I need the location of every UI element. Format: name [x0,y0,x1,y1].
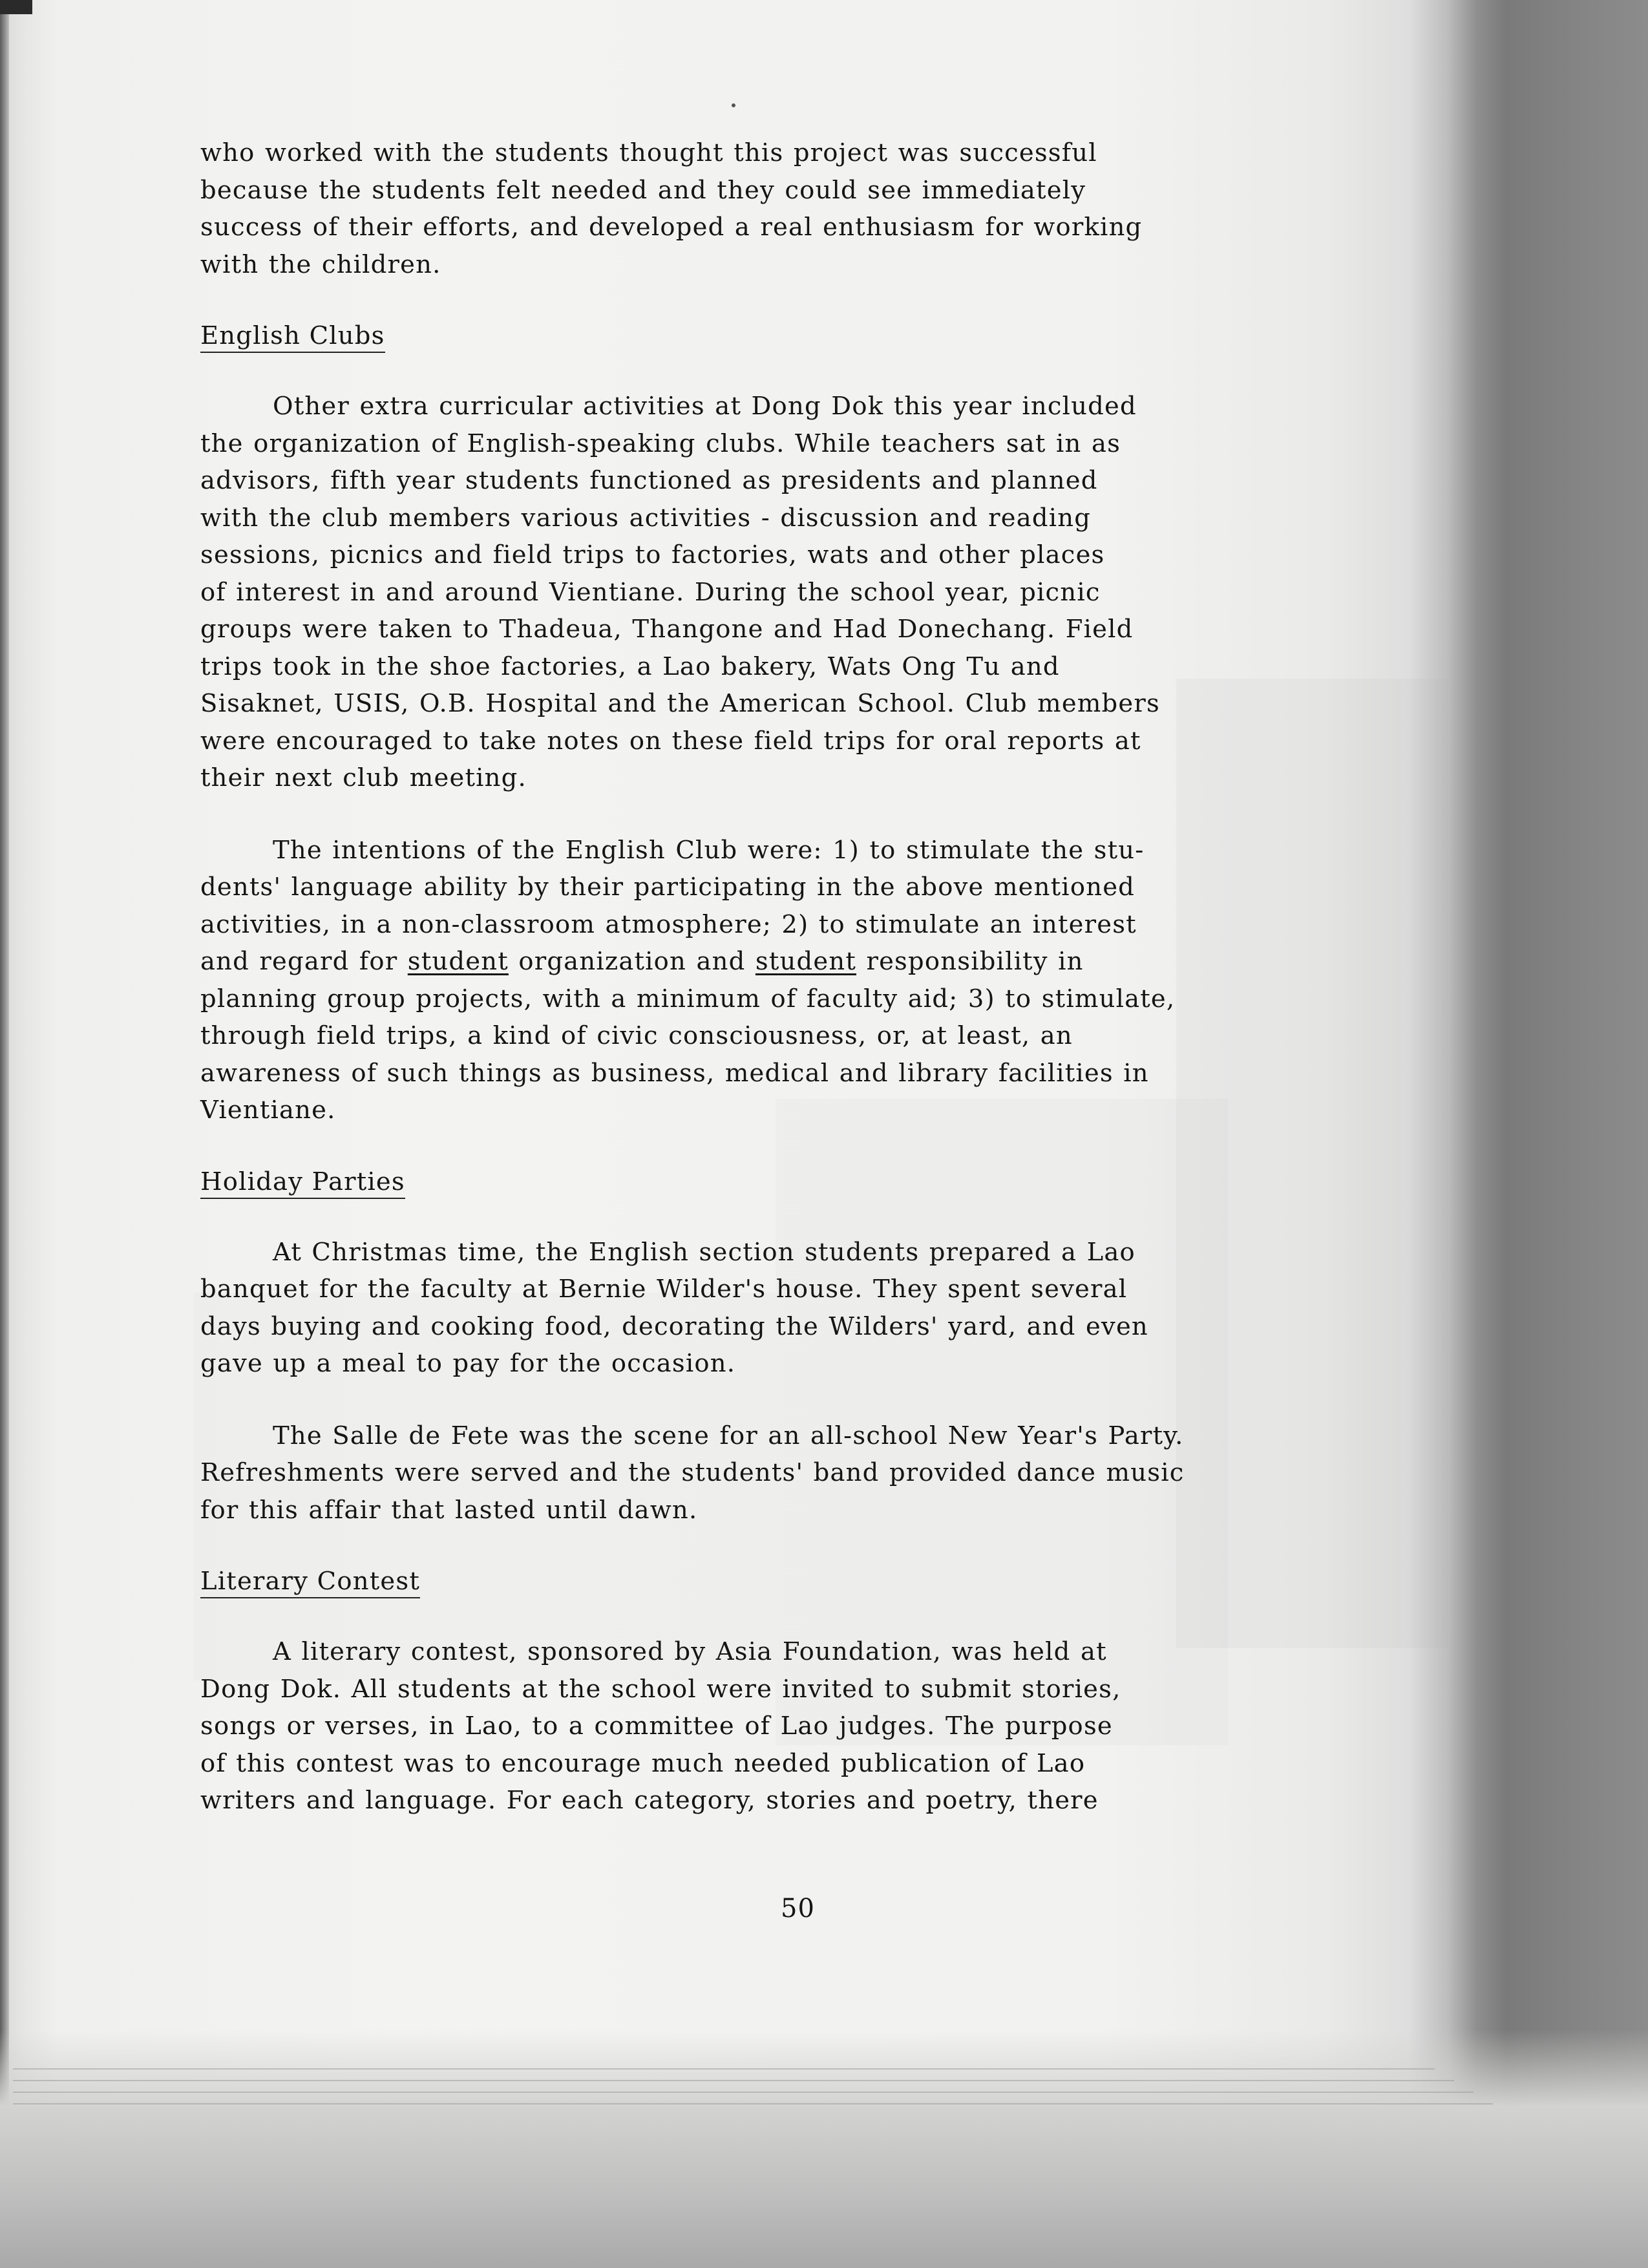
paragraph-literary-contest: A literary contest, sponsored by Asia Foundation, was held at Dong Dok. All students at the school were invited to submit stories, songs or verses, in Lao, to a committee of Lao judges. The purpose of this contest was to encourage much needed publication of Lao writers and language. For each category, stories and poetry, there [200,1637,1121,1815]
ink-speck [732,103,735,107]
spacer [200,1529,1364,1566]
spacer [200,283,1364,321]
spacer [200,1129,1364,1167]
page-edge-line [13,2080,1454,2081]
document-body [200,134,1364,1819]
paragraph-segment: responsibility in planning group projects, with a minimum of faculty aid; 3) to stimulate, through field trips, a kind of civic consciousness, or, at least, an awareness of such things as business, medical and library facilities in Vientiane. [200,947,1176,1125]
spacer [200,797,1364,832]
paragraph-christmas-banquet: At Christmas time, the English section students prepared a Lao banquet for the faculty at Bernie Wilder's house. They spent several days buying and cooking food, decorating the Wilders' yard, and even gave up a meal to pay for the occasion. [200,1237,1148,1378]
page-stack-bottom [0,2030,1648,2268]
page-edge-line [13,2092,1474,2093]
page-left-edge [0,0,9,2268]
section-heading-english-clubs: English Clubs [200,321,385,353]
page-corner-shadow [0,0,32,14]
page-edge-line [13,2068,1435,2070]
spacer [200,1199,1364,1234]
paragraph-segment: organization and [508,947,755,976]
spacer [200,1598,1364,1633]
spacer [200,353,1364,388]
paragraph-clubs-activities: Other extra curricular activities at Dong Dok this year included the organization of English-speaking clubs. While teachers sat in as advisors, fifth year students functioned as presidents and planned with the club members various activities - discussion and reading sessions, picnics and field trips to factories, wats and other places of interest in and around Vientiane. During the school year, picnic groups were taken to Thadeua, Thangone and Had Donechang. Field trips took in the shoe factories, a Lao bakery, Wats Ong Tu and Sisaknet, USIS, O.B. Hospital and the American School. Club members were encouraged to take notes on these field trips for oral reports at their next club meeting. [200,392,1160,792]
underlined-word: student [755,947,857,976]
spacer [200,1383,1364,1417]
section-heading-holiday-parties: Holiday Parties [200,1167,405,1199]
paragraph-segment: The intentions of the English Club were: 1) to stimulate the stu- dents' language ability by their participating in the above mentioned activities, in a non-classroom atmosphere; 2) to stimulate an interest and regard for [200,835,1145,976]
paragraph-clubs-intentions [200,832,1364,1129]
underlined-word: student [407,947,509,976]
page-number: 50 [781,1894,815,1924]
paragraph-new-year-party: The Salle de Fete was the scene for an all-school New Year's Party. Refreshments were served and the students' band provided dance music for this affair that lasted until dawn. [200,1421,1185,1525]
paragraph-intro: who worked with the students thought this project was successful because the students felt needed and they could see immediately success of their efforts, and developed a real enthusiasm for working with the children. [200,138,1143,279]
section-heading-literary-contest: Literary Contest [200,1566,420,1598]
page-edge-line [13,2103,1493,2104]
